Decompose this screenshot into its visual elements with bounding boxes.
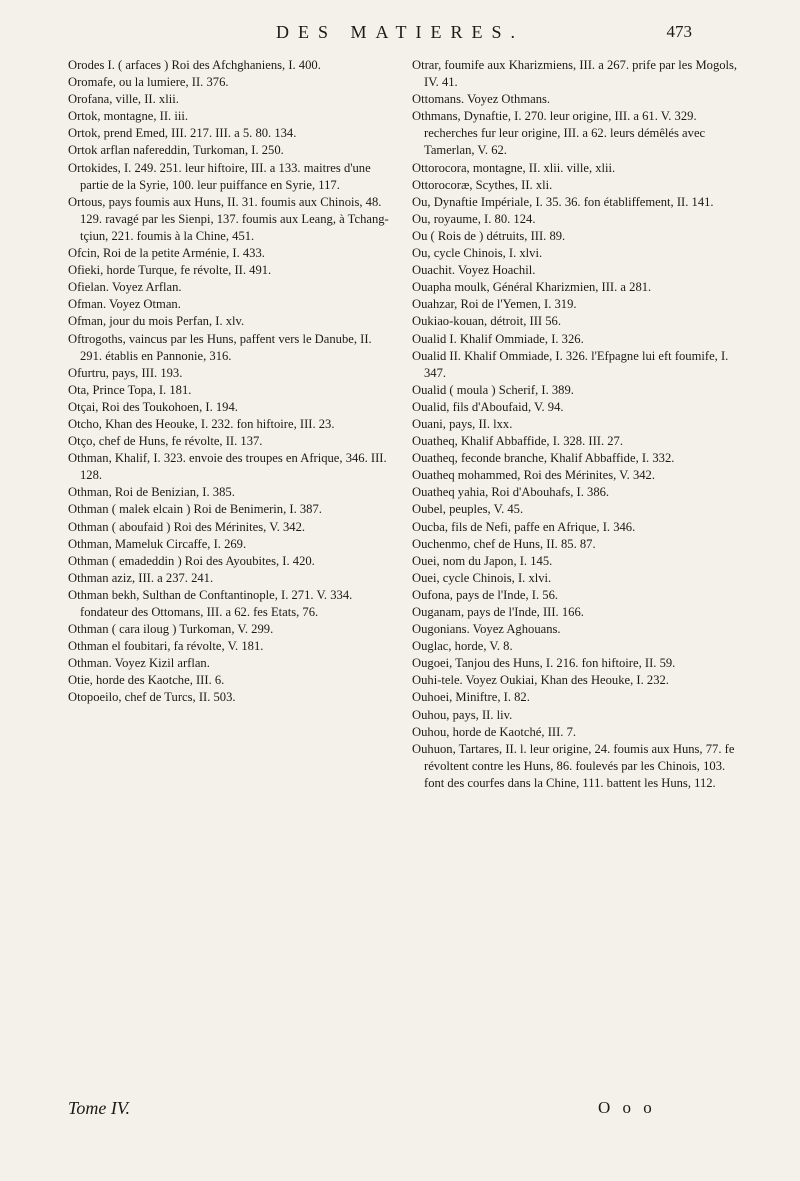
index-entry: Orodes I. ( arfaces ) Roi des Afchghaniens, I. 400.	[68, 58, 321, 72]
index-entry: Ofcin, Roi de la petite Arménie, I. 433.	[68, 246, 265, 261]
index-entry: Othman bekh, Sulthan de Conftantinople, I. 271. V. 334. fondateur des Ottomans, III. a 62. fes Etats, 76.	[68, 587, 353, 619]
index-entry: Ouganam, pays de l'Inde, III. 166.	[412, 605, 584, 619]
index-entry: Ouei, nom du Japon, I. 145.	[412, 553, 553, 568]
index-entry: Ouchenmo, chef de Huns, II. 85. 87.	[412, 536, 596, 551]
index-entry: Othman, Roi de Benizian, I. 385.	[68, 485, 235, 500]
index-entry: Ou, Dynaftie Impériale, I. 35. 36. fon établiffement, II. 141.	[412, 194, 714, 209]
index-entry: Oualid ( moula ) Scherif, I. 389.	[412, 382, 574, 397]
running-head: DES MATIERES.	[275, 22, 524, 42]
index-entry: Othman, Mameluk Circaffe, I. 269.	[68, 536, 247, 551]
index-entry: Ouhou, horde de Kaotché, III. 7.	[412, 724, 577, 739]
index-entry: Othman, Khalif, I. 323. envoie des troupes en Afrique, 346. III. 128.	[68, 451, 387, 483]
index-entry: Ouhuon, Tartares, II. l. leur origine, 24. foumis aux Huns, 77. fe révoltent contre les Huns, 86. foulevés par les Chinois, 103. font des courfes dans la Chine, 111. battent les Huns, 112.	[412, 741, 735, 790]
index-entry: Oualid II. Khalif Ommiade, I. 326. l'Efpagne lui eft foumife, I. 347.	[412, 348, 729, 380]
index-entry: Ougoei, Tanjou des Huns, I. 216. fon hiftoire, II. 59.	[412, 656, 676, 671]
index-entry: Oualid I. Khalif Ommiade, I. 326.	[412, 331, 584, 346]
index-entry: Ou ( Rois de ) détruits, III. 89.	[412, 228, 566, 243]
index-entry: Oromafe, ou la lumiere, II. 376.	[68, 75, 229, 90]
index-entry: Otço, chef de Huns, fe révolte, II. 137.	[68, 434, 263, 449]
index-entry: Ota, Prince Topa, I. 181.	[68, 382, 192, 397]
index-entry: Ouatheq, Khalif Abbaffide, I. 328. III. 27.	[412, 434, 624, 449]
index-entry: Othman ( cara iloug ) Turkoman, V. 299.	[68, 622, 274, 637]
index-entry: Ottomans. Voyez Othmans.	[412, 92, 551, 107]
index-entry: Otie, horde des Kaotche, III. 6.	[68, 673, 225, 688]
index-entry: Othman ( malek elcain ) Roi de Benimerin, I. 387.	[68, 502, 322, 517]
index-entry: Othman ( aboufaid ) Roi des Mérinites, V. 342.	[68, 519, 306, 534]
index-entry: Ouhou, pays, II. liv.	[412, 707, 513, 722]
index-column-left	[68, 57, 396, 707]
index-entry: Ouei, cycle Chinois, I. xlvi.	[412, 570, 552, 585]
signature-mark: O o o	[598, 1098, 656, 1117]
index-entry: Othman el foubitari, fa révolte, V. 181.	[68, 639, 264, 654]
index-entry: Ouani, pays, II. lxx.	[412, 416, 513, 431]
index-entry: Ouapha moulk, Général Kharizmien, III. a 281.	[412, 280, 652, 295]
index-entry: Oftrogoths, vaincus par les Huns, paffent vers le Danube, II. 291. établis en Pannonie, 316.	[68, 331, 372, 363]
index-entry: Othman ( emadeddin ) Roi des Ayoubites, I. 420.	[68, 553, 315, 568]
index-entry: Ouglac, horde, V. 8.	[412, 639, 513, 654]
index-entry: Otrar, foumife aux Kharizmiens, III. a 267. prife par les Mogols, IV. 41.	[412, 58, 738, 90]
index-entry: Otçai, Roi des Toukohoen, I. 194.	[68, 399, 238, 414]
index-entry: Ouahzar, Roi de l'Yemen, I. 319.	[412, 297, 577, 312]
index-entry: Ortous, pays foumis aux Huns, II. 31. foumis aux Chinois, 48. 129. ravagé par les Sienpi, 137. foumis aux Leang, à Tchang-tçiun, 221. foumis à la Chine, 451.	[68, 194, 389, 243]
index-entry: Ouatheq mohammed, Roi des Mérinites, V. 342.	[412, 468, 655, 483]
index-entry: Ofman, jour du mois Perfan, I. xlv.	[68, 314, 245, 329]
index-entry: Oubel, peuples, V. 45.	[412, 502, 524, 517]
index-entry: Ortokides, I. 249. 251. leur hiftoire, III. a 133. maitres d'une partie de la Syrie, 100. leur puiffance en Syrie, 117.	[68, 160, 371, 192]
index-entry: Orofana, ville, II. xlii.	[68, 92, 179, 107]
index-entry: Ouhi-tele. Voyez Oukiai, Khan des Heouke, I. 232.	[412, 673, 669, 688]
index-entry: Ougonians. Voyez Aghouans.	[412, 622, 561, 637]
index-entry: Ortok, montagne, II. iii.	[68, 109, 188, 124]
index-entry: Ofurtru, pays, III. 193.	[68, 365, 183, 380]
index-entry: Ou, cycle Chinois, I. xlvi.	[412, 246, 543, 261]
index-entry: Othman aziz, III. a 237. 241.	[68, 570, 214, 585]
volume-label: Tome IV.	[68, 1098, 131, 1118]
index-entry: Othmans, Dynaftie, I. 270. leur origine, III. a 61. V. 329. recherches fur leur origine, III. a 62. leurs démêlés avec Tamerlan, V. 62.	[412, 109, 706, 158]
index-entry: Ofman. Voyez Otman.	[68, 297, 181, 312]
index-entry: Ouhoei, Miniftre, I. 82.	[412, 690, 530, 705]
index-entry: Othman. Voyez Kizil arflan.	[68, 656, 210, 671]
index-entry: Oufona, pays de l'Inde, I. 56.	[412, 587, 559, 602]
index-entry: Ottorocora, montagne, II. xlii. ville, xlii.	[412, 160, 616, 175]
page-number: 473	[666, 22, 692, 41]
index-entry: Otcho, Khan des Heouke, I. 232. fon hiftoire, III. 23.	[68, 416, 335, 431]
index-entry: Ofielan. Voyez Arflan.	[68, 280, 182, 295]
index-entry: Ortok arflan nafereddin, Turkoman, I. 250.	[68, 143, 284, 158]
index-entry: Ofieki, horde Turque, fe révolte, II. 491.	[68, 263, 272, 278]
index-entry: Oukiao-kouan, détroit, III 56.	[412, 314, 561, 329]
index-entry: Ouatheq yahia, Roi d'Abouhafs, I. 386.	[412, 485, 610, 500]
index-entry: Ou, royaume, I. 80. 124.	[412, 211, 536, 226]
index-column-right	[412, 57, 740, 792]
index-entry: Ortok, prend Emed, III. 217. III. a 5. 80. 134.	[68, 126, 297, 141]
index-entry: Oucba, fils de Nefi, paffe en Afrique, I. 346.	[412, 519, 636, 534]
index-entry: Ouachit. Voyez Hoachil.	[412, 263, 536, 278]
index-entry: Ottorocoræ, Scythes, II. xli.	[412, 177, 553, 192]
index-entry: Oualid, fils d'Aboufaid, V. 94.	[412, 399, 564, 414]
index-entry: Otopoeilo, chef de Turcs, II. 503.	[68, 690, 236, 705]
index-entry: Ouatheq, feconde branche, Khalif Abbaffide, I. 332.	[412, 451, 675, 466]
